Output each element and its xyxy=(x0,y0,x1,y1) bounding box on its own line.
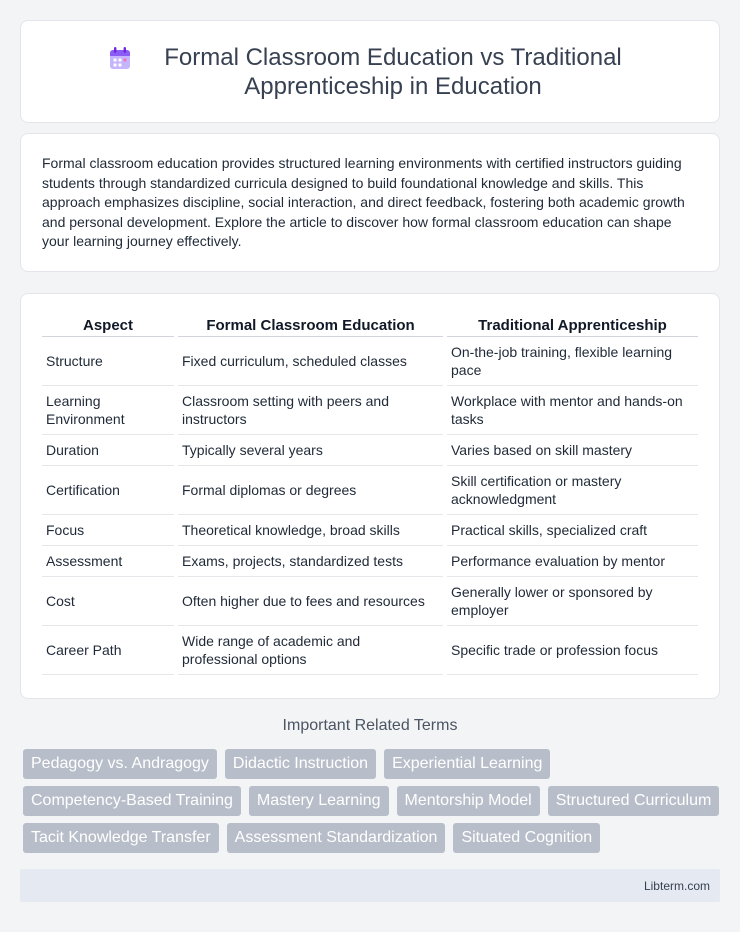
term-tag[interactable]: Experiential Learning xyxy=(384,749,550,779)
cell-aspect: Duration xyxy=(42,435,174,466)
related-terms-list xyxy=(20,749,723,853)
cell-formal: Theoretical knowledge, broad skills xyxy=(178,515,443,546)
page-title: Formal Classroom Education vs Traditional Apprenticeship in Education xyxy=(164,43,622,100)
term-tag[interactable]: Mastery Learning xyxy=(249,786,389,816)
header-apprenticeship: Traditional Apprenticeship xyxy=(447,316,698,337)
term-tag[interactable]: Situated Cognition xyxy=(453,823,600,853)
table-row xyxy=(42,515,698,546)
cell-apprenticeship: Workplace with mentor and hands-on tasks xyxy=(447,386,698,435)
term-tag[interactable]: Mentorship Model xyxy=(397,786,540,816)
cell-apprenticeship: Performance evaluation by mentor xyxy=(447,546,698,577)
term-tag[interactable]: Tacit Knowledge Transfer xyxy=(23,823,219,853)
title-card xyxy=(20,20,720,123)
cell-aspect: Certification xyxy=(42,466,174,515)
cell-formal: Exams, projects, standardized tests xyxy=(178,546,443,577)
cell-formal: Formal diplomas or degrees xyxy=(178,466,443,515)
intro-paragraph: Formal classroom education provides structured learning environments with certified instructors guiding students through standardized curricula designed to build foundational knowledge and skills. This approach emphasizes discipline, social interaction, and direct feedback, fostering both academic growth and personal development. Explore the article to discover how formal classroom education can shape your learning journey effectively. xyxy=(42,155,685,250)
related-terms-title: Important Related Terms xyxy=(282,717,458,734)
header-aspect: Aspect xyxy=(42,316,174,337)
calendar-icon xyxy=(107,45,133,71)
comparison-table xyxy=(38,316,702,675)
term-tag[interactable]: Pedagogy vs. Andragogy xyxy=(23,749,217,779)
cell-apprenticeship: Varies based on skill mastery xyxy=(447,435,698,466)
cell-apprenticeship: Generally lower or sponsored by employer xyxy=(447,577,698,626)
cell-aspect: Structure xyxy=(42,337,174,386)
cell-formal: Typically several years xyxy=(178,435,443,466)
cell-formal: Fixed curriculum, scheduled classes xyxy=(178,337,443,386)
term-tag[interactable]: Competency-Based Training xyxy=(23,786,241,816)
table-row xyxy=(42,546,698,577)
term-tag[interactable]: Structured Curriculum xyxy=(548,786,720,816)
cell-formal: Wide range of academic and professional options xyxy=(178,626,443,675)
intro-card xyxy=(20,133,720,272)
cell-aspect: Assessment xyxy=(42,546,174,577)
cell-aspect: Career Path xyxy=(42,626,174,675)
related-terms-section xyxy=(20,717,720,853)
cell-aspect: Learning Environment xyxy=(42,386,174,435)
table-row xyxy=(42,386,698,435)
table-header-row xyxy=(42,316,698,337)
table-row xyxy=(42,337,698,386)
header-formal: Formal Classroom Education xyxy=(178,316,443,337)
cell-aspect: Cost xyxy=(42,577,174,626)
cell-formal: Often higher due to fees and resources xyxy=(178,577,443,626)
table-row xyxy=(42,435,698,466)
table-row xyxy=(42,466,698,515)
term-tag[interactable]: Assessment Standardization xyxy=(227,823,446,853)
footer xyxy=(20,869,720,902)
cell-apprenticeship: Practical skills, specialized craft xyxy=(447,515,698,546)
table-row xyxy=(42,626,698,675)
comparison-table-card xyxy=(20,293,720,699)
term-tag[interactable]: Didactic Instruction xyxy=(225,749,376,779)
footer-site-link[interactable]: Libterm.com xyxy=(643,878,710,893)
cell-apprenticeship: Skill certification or mastery acknowledgment xyxy=(447,466,698,515)
cell-formal: Classroom setting with peers and instructors xyxy=(178,386,443,435)
cell-apprenticeship: Specific trade or profession focus xyxy=(447,626,698,675)
cell-apprenticeship: On-the-job training, flexible learning pace xyxy=(447,337,698,386)
table-row xyxy=(42,577,698,626)
cell-aspect: Focus xyxy=(42,515,174,546)
